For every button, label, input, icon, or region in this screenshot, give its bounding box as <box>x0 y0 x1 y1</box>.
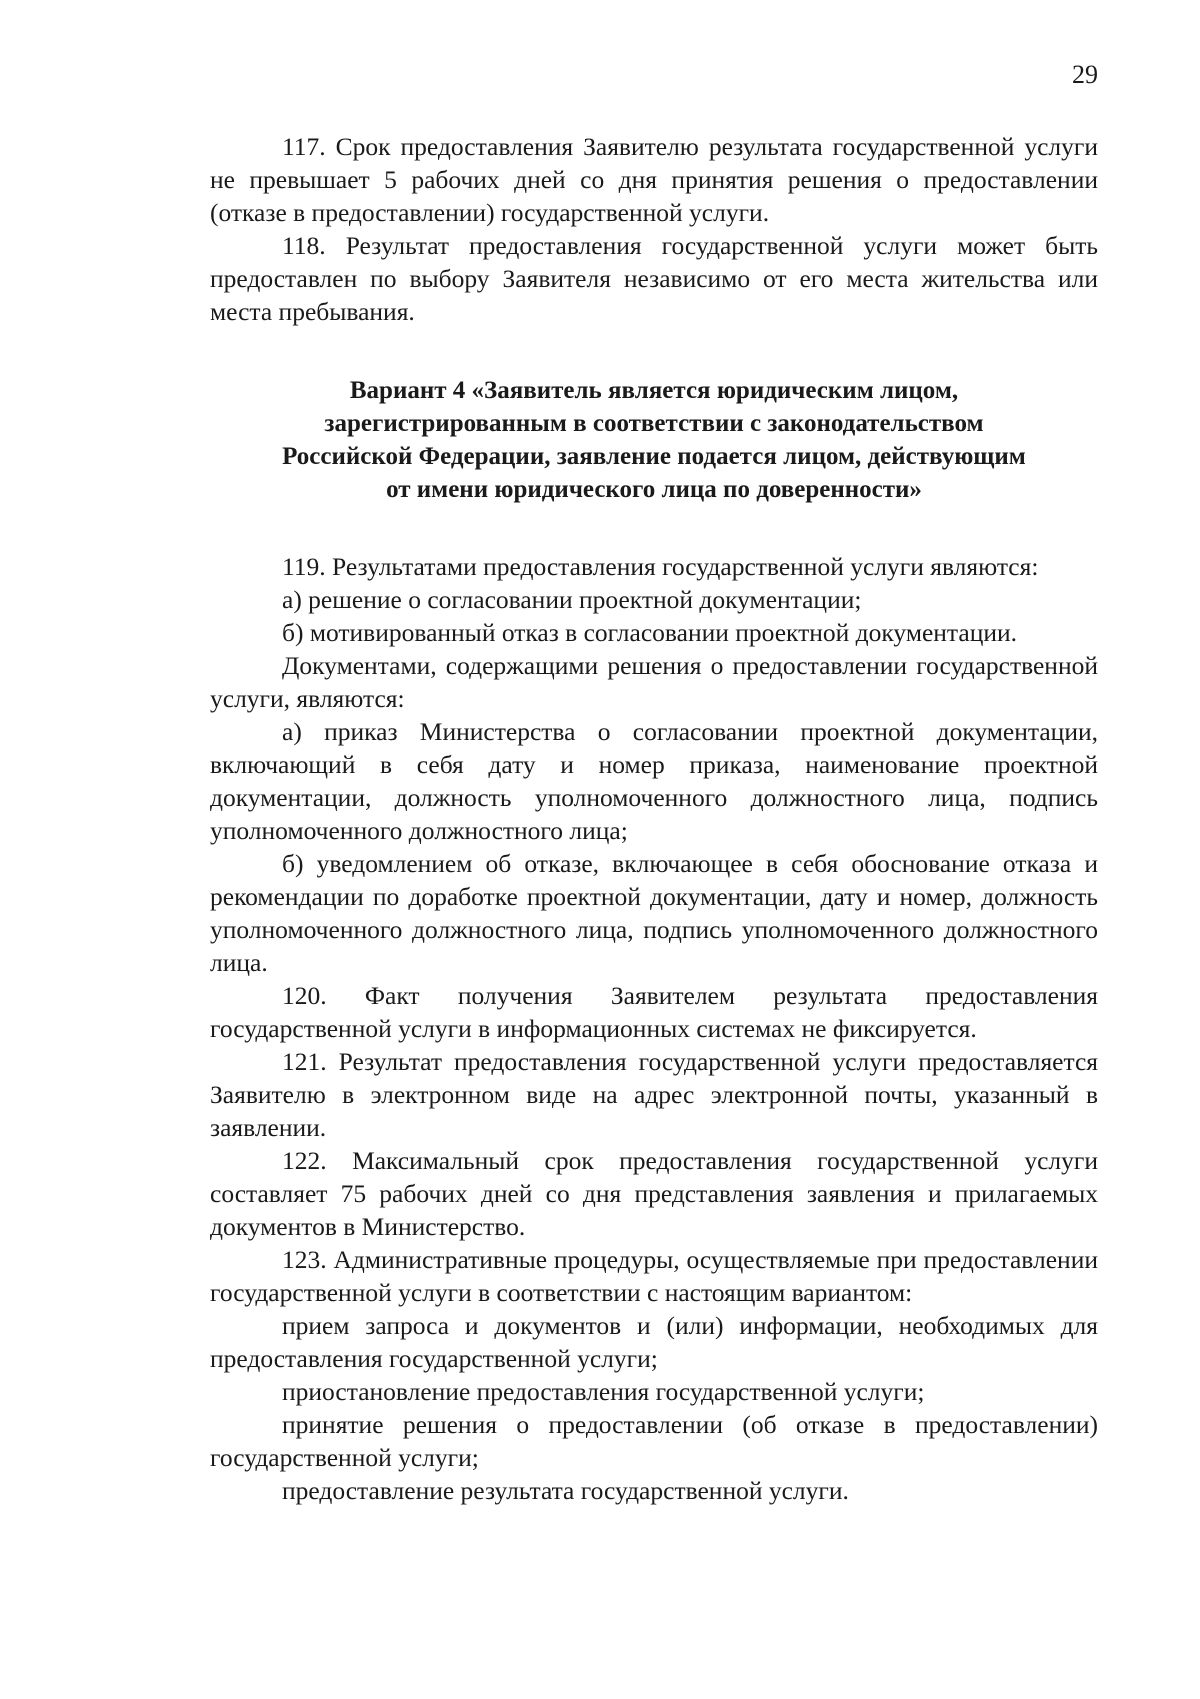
heading-line: Российской Федерации, заявление подается лицом, действующим <box>282 443 1026 470</box>
list-item-a: а) приказ Министерства о согласовании проектной документации, включающий в себя дату и номер приказа, наименование проектной документации, должность уполномоченного должностного лица, подпись уполномоченного должностного лица; <box>210 717 1098 845</box>
paragraph-119: 119. Результатами предоставления государственной услуги являются: <box>282 552 1039 581</box>
heading-line: зарегистрированным в соответствии с законодательством <box>324 410 984 437</box>
paragraph-122: 122. Максимальный срок предоставления государственной услуги составляет 75 рабочих дней со дня представления заявления и прилагаемых документов в Министерство. <box>210 1146 1098 1241</box>
heading-line: от имени юридического лица по доверенности» <box>386 476 922 503</box>
paragraph-117: 117. Срок предоставления Заявителю результата государственной услуги не превышает 5 рабочих дней со дня принятия решения о предоставлении (отказе в предоставлении) государственной услуги. <box>210 132 1098 227</box>
paragraph-118: 118. Результат предоставления государственной услуги может быть предоставлен по выбору Заявителя независимо от его места жительства или места пребывания. <box>210 231 1098 326</box>
paragraph-120: 120. Факт получения Заявителем результата предоставления государственной услуги в информационных системах не фиксируется. <box>210 981 1098 1043</box>
page-number: 29 <box>1072 60 1098 89</box>
procedure-item: принятие решения о предоставлении (об отказе в предоставлении) государственной услуги; <box>210 1410 1098 1472</box>
paragraph-121: 121. Результат предоставления государственной услуги предоставляется Заявителю в электронном виде на адрес электронной почты, указанный в заявлении. <box>210 1047 1098 1142</box>
list-item-a: а) решение о согласовании проектной документации; <box>282 585 862 614</box>
list-item-b: б) уведомлением об отказе, включающее в себя обоснование отказа и рекомендации по доработке проектной документации, дату и номер, должность уполномоченного должностного лица, подпись уполномоченного должностного лица. <box>210 849 1098 977</box>
section-heading <box>210 374 1098 506</box>
list-item-b: б) мотивированный отказ в согласовании проектной документации. <box>282 618 1018 647</box>
document-body <box>210 130 1098 1507</box>
procedure-item: прием запроса и документов и (или) информации, необходимых для предоставления государственной услуги; <box>210 1311 1098 1373</box>
procedure-item: предоставление результата государственной услуги. <box>282 1476 849 1505</box>
heading-line: Вариант 4 «Заявитель является юридическим лицом, <box>349 377 959 404</box>
paragraph-123: 123. Административные процедуры, осуществляемые при предоставлении государственной услуги в соответствии с настоящим вариантом: <box>210 1245 1098 1307</box>
paragraph-documents: Документами, содержащими решения о предоставлении государственной услуги, являются: <box>210 651 1098 713</box>
procedure-item: приостановление предоставления государственной услуги; <box>282 1377 925 1406</box>
